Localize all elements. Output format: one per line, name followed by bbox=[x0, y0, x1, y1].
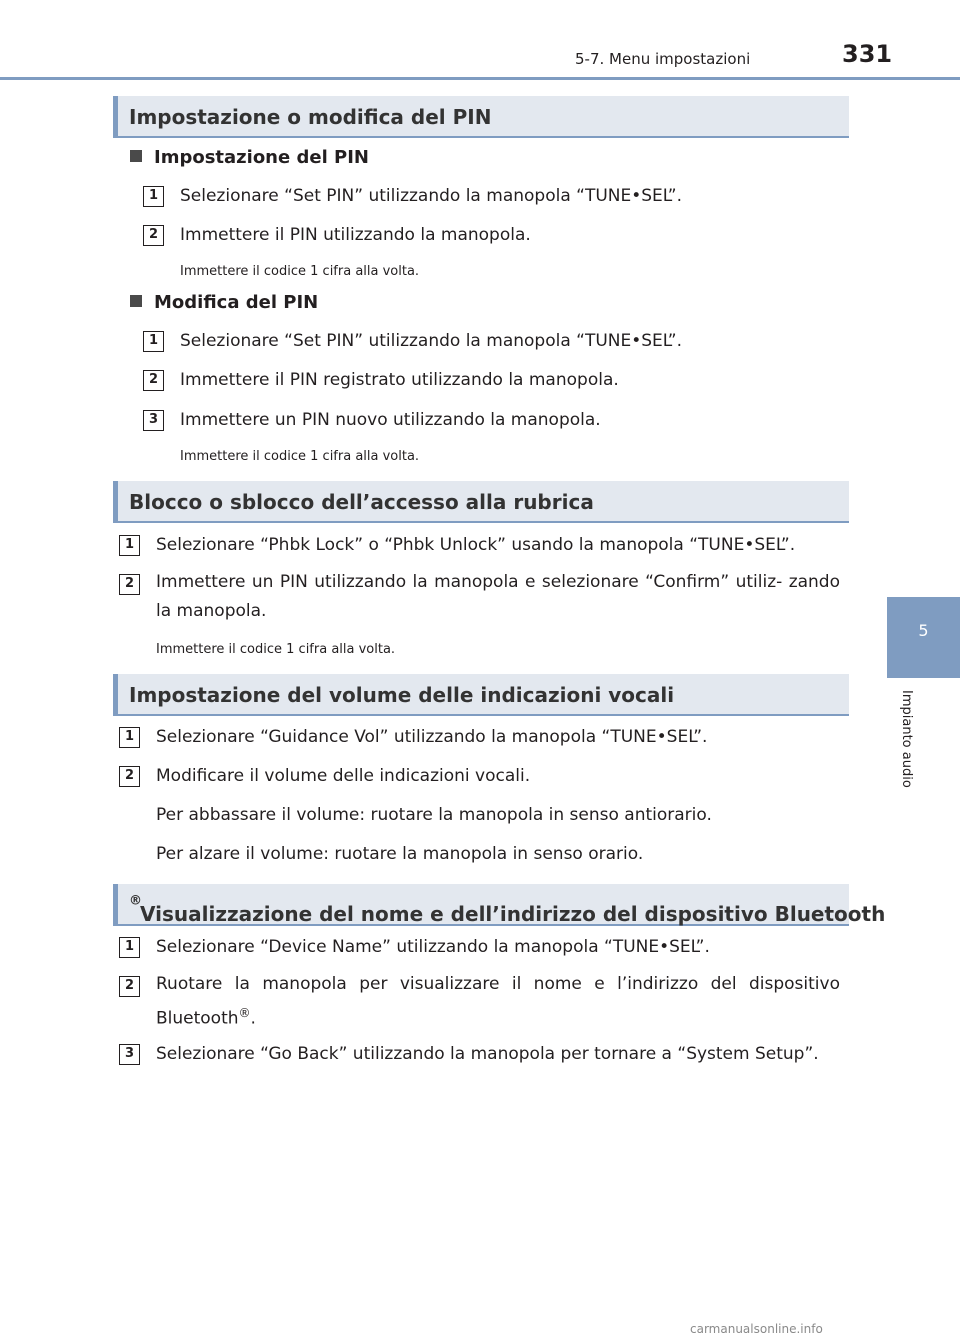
step-text: Selezionare “Go Back” utilizzando la manopola per tornare a “System Setup”. bbox=[156, 1044, 819, 1064]
step-note: Immettere il codice 1 cifra alla volta. bbox=[180, 449, 420, 464]
step-number-box: 1 bbox=[119, 727, 140, 748]
step-number-box: 1 bbox=[143, 186, 164, 207]
subsection-heading bbox=[130, 292, 318, 313]
section-heading-guidance-volume bbox=[113, 674, 849, 716]
step-text: Selezionare “Phbk Lock” o “Phbk Unlock” usando la manopola “TUNE•SEL”. bbox=[156, 535, 796, 555]
step-text: Immettere un PIN nuovo utilizzando la manopola. bbox=[180, 410, 601, 430]
footer-watermark: carmanualsonline.info bbox=[690, 1322, 823, 1336]
step-number-box: 1 bbox=[143, 331, 164, 352]
section-heading-pin bbox=[113, 96, 849, 138]
step-detail-line: Per abbassare il volume: ruotare la manopola in senso antiorario. bbox=[156, 805, 712, 825]
step-detail-line: Per alzare il volume: ruotare la manopola in senso orario. bbox=[156, 844, 644, 864]
header-rule bbox=[0, 77, 960, 80]
step-number-box: 1 bbox=[119, 937, 140, 958]
subsection-title: Impostazione del PIN bbox=[154, 147, 369, 168]
step-text: Immettere il PIN utilizzando la manopola. bbox=[180, 225, 531, 245]
step-text: Selezionare “Device Name” utilizzando la manopola “TUNE•SEL”. bbox=[156, 937, 710, 957]
section-title-text: Visualizzazione del nome e dell’indirizzo del dispositivo Bluetooth bbox=[140, 902, 886, 926]
step-text: Selezionare “Set PIN” utilizzando la manopola “TUNE•SEL”. bbox=[180, 186, 683, 206]
step-note: Immettere il codice 1 cifra alla volta. bbox=[180, 264, 420, 279]
step-text-end: . bbox=[250, 1008, 256, 1029]
step-text bbox=[156, 970, 840, 1034]
step-text: Selezionare “Set PIN” utilizzando la manopola “TUNE•SEL”. bbox=[180, 331, 683, 351]
registered-mark: ® bbox=[238, 1006, 251, 1020]
step-number-box: 3 bbox=[119, 1044, 140, 1065]
chapter-label bbox=[898, 690, 918, 810]
chapter-tab[interactable] bbox=[887, 597, 960, 678]
step-number-box: 1 bbox=[119, 535, 140, 556]
section-title: Blocco o sblocco dell’accesso alla rubrica bbox=[129, 490, 594, 514]
chapter-label-text: Impianto audio bbox=[899, 690, 914, 788]
step-text: Immettere il PIN registrato utilizzando la manopola. bbox=[180, 370, 619, 390]
chapter-tab-number: 5 bbox=[918, 621, 929, 640]
step-text-main: Ruotare la manopola per visualizzare il nome e l’indirizzo del dispositivo Bluetooth bbox=[156, 974, 840, 1029]
step-number-box: 2 bbox=[143, 370, 164, 391]
page-number: 331 bbox=[842, 40, 893, 68]
square-bullet-icon bbox=[130, 150, 142, 162]
section-title bbox=[129, 893, 886, 926]
subsection-title: Modifica del PIN bbox=[154, 292, 319, 313]
step-text: Immettere un PIN utilizzando la manopola e selezionare “Confirm” utiliz- zando la manopola. bbox=[156, 572, 840, 621]
registered-mark: ® bbox=[129, 893, 142, 909]
section-heading-phonebook bbox=[113, 481, 849, 523]
section-heading-bluetooth bbox=[113, 884, 886, 926]
section-breadcrumb: 5-7. Menu impostazioni bbox=[575, 50, 751, 68]
square-bullet-icon bbox=[130, 295, 142, 307]
section-title: Impostazione del volume delle indicazioni vocali bbox=[129, 683, 675, 707]
step-number-box: 2 bbox=[119, 976, 140, 997]
step-note: Immettere il codice 1 cifra alla volta. bbox=[156, 642, 396, 657]
step-text: Modificare il volume delle indicazioni vocali. bbox=[156, 766, 531, 786]
step-text: Selezionare “Guidance Vol” utilizzando la manopola “TUNE•SEL”. bbox=[156, 727, 708, 747]
step-number-box: 3 bbox=[143, 410, 164, 431]
section-title: Impostazione o modifica del PIN bbox=[129, 105, 492, 129]
step-number-box: 2 bbox=[143, 225, 164, 246]
step-number-box: 2 bbox=[119, 766, 140, 787]
subsection-heading bbox=[130, 147, 369, 168]
step-number-box: 2 bbox=[119, 574, 140, 595]
